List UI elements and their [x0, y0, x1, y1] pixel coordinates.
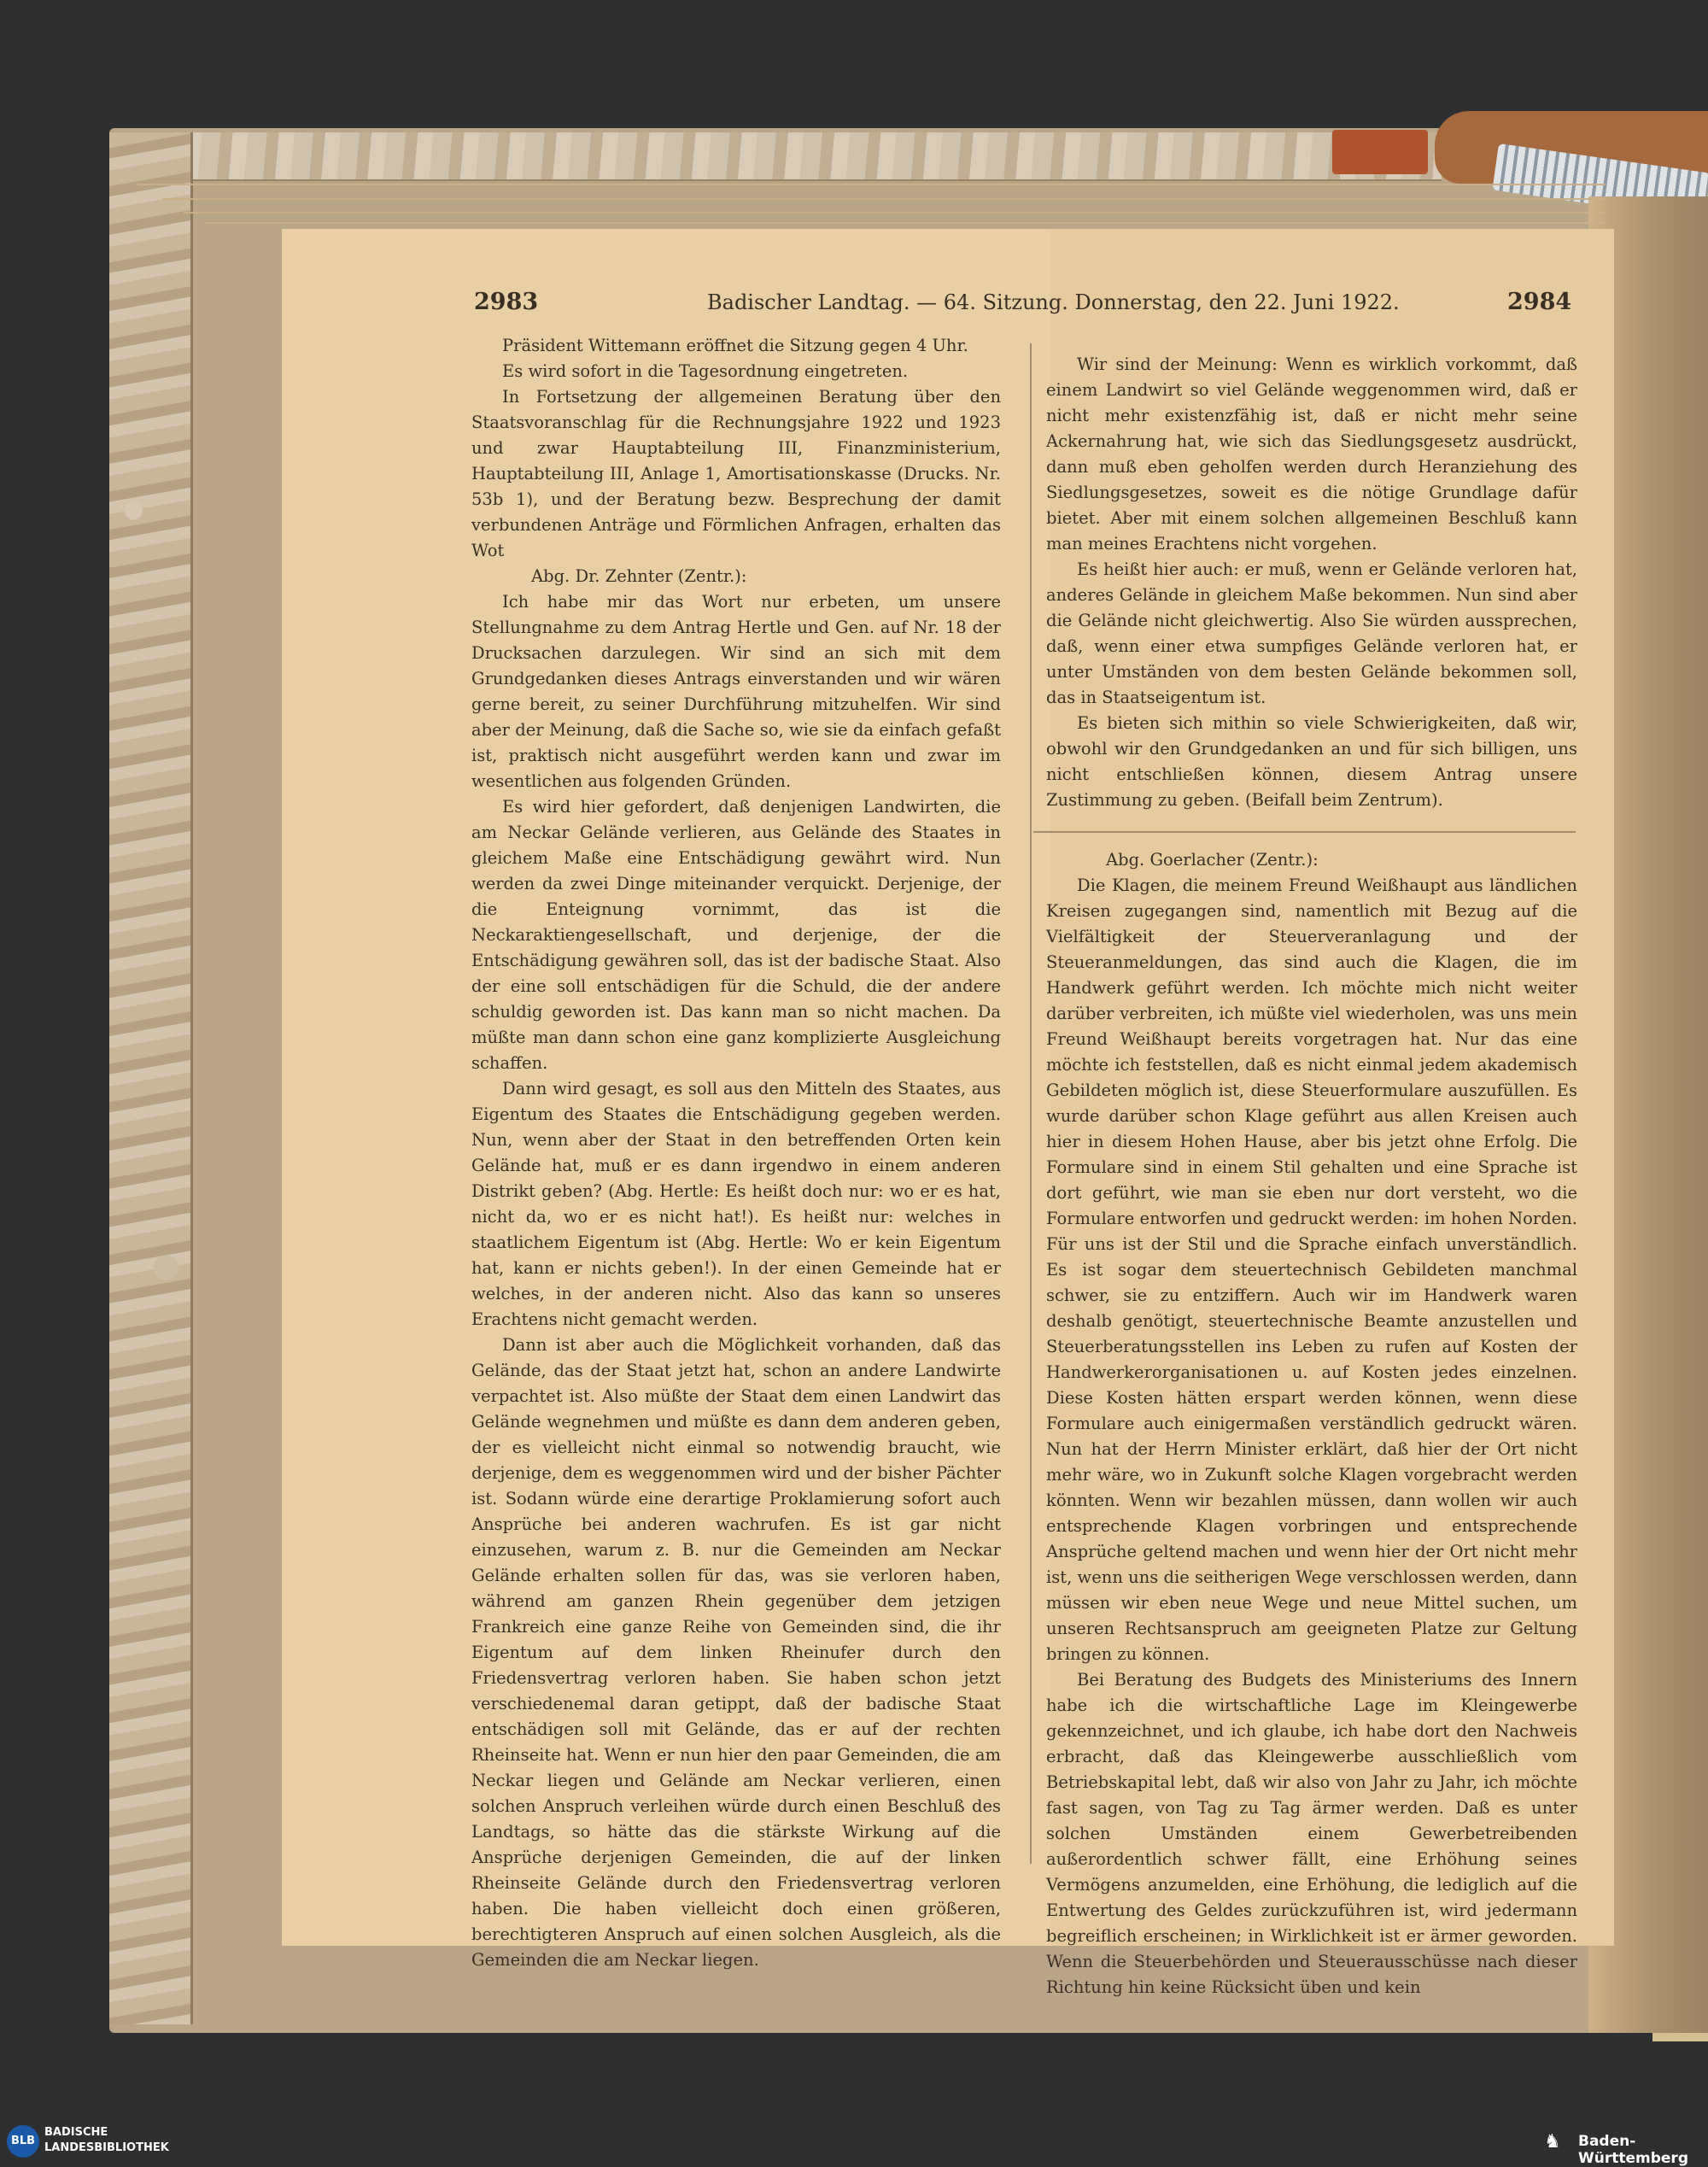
marbled-spine-edge	[109, 132, 193, 2024]
paragraph: Es bieten sich mithin so viele Schwierigkeiten, daß wir, obwohl wir den Grundgedanken an und für sich billigen, uns nicht entschließen können, diesem Antrag unsere Zustimmung zu geben. (Beifall beim Zentrum).	[1046, 713, 1577, 810]
page-stack-line	[205, 222, 1606, 224]
paragraph: Ich habe mir das Wort nur erbeten, um unsere Stellungnahme zu dem Antrag Hertle und Gen. auf Nr. 18 der Drucksachen darzulegen. Wir sind an sich mit dem Grundgedanken dieses Antrags einverstanden und wir wären gerne bereit, zu seiner Durchführung mitzuhelfen. Wir sind aber der Meinung, daß die Sache so, wie sie da einfach gefaßt ist, praktisch nicht ausgeführt werden kann und zwar im wesentlichen aus folgenden Gründen.	[471, 592, 1001, 791]
paragraph: In Fortsetzung der allgemeinen Beratung über den Staatsvoranschlag für die Rechnungsjahre 1922 und 1923 und zwar Hauptabteilung III, Finanzministerium, Hauptabteilung III, Anlage 1, Amortisationskasse (Drucks. Nr. 53b 1), und der Beratung bezw. Besprechung der damit verbundenen Anträge und Förmlichen Anfragen, erhalten das Wot	[471, 387, 1001, 560]
footer-bar	[0, 2118, 1708, 2164]
baden-wuerttemberg-label[interactable]: Baden-Württemberg	[1578, 2133, 1688, 2167]
paragraph: Wir sind der Meinung: Wenn es wirklich vorkommt, daß einem Landwirt so viel Gelände weggenommen wird, daß er nicht mehr existenzfähig ist, daß er nicht mehr seine Ackernahrung hat, wie sich das Siedlungsgesetz ausdrückt, dann muß eben geholfen werden durch Heranziehung des Siedlungsgesetzes, soweit es die nötige Grundlage dafür bietet. Aber mit einem solchen allgemeinen Beschluß kann man meines Erachtens nicht vorgehen.	[1046, 354, 1577, 553]
right-column	[1046, 352, 1577, 2000]
paragraph: Die Klagen, die meinem Freund Weißhaupt aus ländlichen Kreisen zugegangen sind, namentlich mit Bezug auf die Vielfältigkeit der Steuerveranlagung und der Steueranmeldungen, das sind auch die Klagen, die im Handwerk geführt werden. Ich möchte mich nicht weiter darüber verbreiten, ich müßte viel wiederholen, was uns mein Freund Weißhaupt bereits vorgetragen hat. Nur das eine möchte ich feststellen, daß es nicht einmal jedem akademisch Gebildeten möglich ist, diese Steuerformulare auszufüllen. Es wurde darüber schon Klage geführt aus allen Kreisen auch hier in diesem Hohen Hause, aber bis jetzt ohne Erfolg. Die Formulare sind in einem Stil gehalten und eine Sprache ist dort geführt, wie man sie eben nur dort versteht, wo die Formulare entworfen und gedruckt werden: im hohen Norden. Für uns ist der Stil und die Sprache einfach unverständlich. Es ist sogar dem steuertechnisch Gebildeten manchmal schwer, sie zu entziffern. Auch wir im Handwerk waren deshalb genötigt, steuertechnische Beamte anzustellen und Steuerberatungsstellen ins Leben zu rufen auf Kosten der Handwerkerorganisationen u. auf Kosten jedes einzelnen. Diese Kosten hätten erspart werden können, wenn diese Formulare auch einigermaßen verständlich gedruckt wären. Nun hat der Herrn Minister erklärt, daß hier der Ort nicht mehr wäre, wo in Zukunft solche Klagen vorgebracht werden könnten. Wenn wir bezahlen müssen, dann wollen wir auch entsprechende Klagen vorbringen und entsprechende Ansprüche geltend machen und wenn hier der Ort nicht mehr ist, wenn uns die seitherigen Wege verschlossen werden, dann müssen wir eben neue Wege und neue Mittel suchen, um unseren Rechtsanspruch am geeigneten Platze zur Geltung bringen zu können.	[1046, 876, 1577, 1664]
paragraph: Es wird hier gefordert, daß denjenigen Landwirten, die am Neckar Gelände verlieren, aus Gelände des Staates in gleichem Maße eine Entschädigung gewährt wird. Nun werden da zwei Dinge miteinander verquickt. Derjenige, der die Enteignung vornimmt, das ist die Neckaraktiengesellschaft, und derjenige, der die Entschädigung gewähren soll, das ist der badische Staat. Also der eine soll entschädigen für die Schuld, die der andere schuldig geworden ist. Das kann man so nicht machen. Da müßte man dann schon eine ganz komplizierte Ausgleichung schaffen.	[471, 797, 1001, 1073]
blb-logo-icon[interactable]: BLB	[7, 2125, 39, 2158]
paragraph: Dann wird gesagt, es soll aus den Mitteln des Staates, aus Eigentum des Staates die Entschädigung gegeben werden. Nun, wenn aber der Staat in den betreffenden Orten kein Gelände hat, muß er es dann irgendwo in einem anderen Distrikt geben? (Abg. Hertle: Es heißt doch nur: wo er es hat, nicht da, wo er es nicht hat!). Es heißt nur: welches in staatlichem Eigentum ist (Abg. Hertle: Wo er kein Eigentum hat, kann er nichts geben!). In der einen Gemeinde hat er welches, in der anderen nicht. Also das kann so unseres Erachtens nicht gemacht werden.	[471, 1079, 1001, 1329]
paragraph: Präsident Wittemann eröffnet die Sitzung gegen 4 Uhr.	[502, 336, 968, 355]
paragraph: Es heißt hier auch: er muß, wenn er Gelände verloren hat, anderes Gelände in gleichem Maße bekommen. Nun sind aber die Gelände nicht gleichwertig. Also Sie würden aussprechen, daß, wenn einer etwa sumpfiges Gelände verloren hat, er unter Umständen von dem besten Gelände bekommen soll, das in Staatseigentum ist.	[1046, 559, 1577, 707]
page-stack-line	[184, 212, 1606, 214]
left-column	[471, 333, 1001, 1973]
leather-corner	[1332, 130, 1428, 174]
page-stack-line	[137, 184, 1606, 185]
speaker-heading: Abg. Dr. Zehnter (Zentr.):	[531, 566, 747, 586]
paragraph: Bei Beratung des Budgets des Ministeriums des Innern habe ich die wirtschaftliche Lage im Kleingewerbe gekennzeichnet, und ich glaube, ich habe dort den Nachweis erbracht, daß das Kleingewerbe ausschließlich vom Betriebskapital lebt, daß wir also von Jahr zu Jahr, ich möchte fast sagen, von Tag zu Tag ärmer werden. Daß es unter solchen Umständen einem Gewerbetreibenden außerordentlich schwer fällt, eine Erhöhung seines Vermögens anzumelden, eine Erhöhung, die lediglich auf die Entwertung des Geldes zurückzuführen ist, wird jedermann begreiflich erscheinen; in Wirklichkeit ist er ärmer geworden. Wenn die Steuerbehörden und Steuerausschüsse nach dieser Richtung hin keine Rücksicht üben und kein	[1046, 1670, 1577, 1997]
page-number-right: 2984	[1507, 289, 1572, 315]
column-divider	[1030, 343, 1032, 1864]
blb-label[interactable]	[44, 2125, 169, 2156]
baden-wuerttemberg-crest-icon: ♞	[1544, 2131, 1561, 2152]
paragraph: Dann ist aber auch die Möglichkeit vorhanden, daß das Gelände, das der Staat jetzt hat, schon an andere Landwirte verpachtet ist. Also müßte der Staat dem einen Landwirt das Gelände wegnehmen und müßte es dann dem anderen geben, der es vielleicht nicht einmal so notwendig braucht, wie derjenige, dem es weggenommen wird und der bisher Pächter ist. Sodann würde eine derartige Proklamierung sofort auch Ansprüche bei anderen wachrufen. Es ist gar nicht einzusehen, warum z. B. nur die Gemeinden am Neckar Gelände erhalten sollen für das, was sie verloren haben, während am ganzen Rhein gegenüber dem jetzigen Frankreich eine ganze Reihe von Gemeinden sind, die ihr Eigentum auf dem linken Rheinufer durch den Friedensvertrag verloren haben. Sie haben schon jetzt verschiedenemal daran getippt, daß der badische Staat entschädigen soll mit Gelände, das er auf der rechten Rheinseite hat. Wenn er nun hier den paar Gemeinden, die am Neckar liegen und Gelände am Neckar verlieren, einen solchen Anspruch verleihen würde durch einen Beschluß des Landtags, so hätte das die stärkste Wirkung auf die Ansprüche derjenigen Gemeinden, die auf der linken Rheinseite Gelände durch den Friedensvertrag verloren haben. Die haben vielleicht doch einen größeren, berechtigteren Anspruch auf einen solchen Ausgleich, als die Gemeinden die am Neckar liegen.	[471, 1335, 1001, 1970]
page-number-left: 2983	[474, 289, 539, 315]
running-title: Badischer Landtag. — 64. Sitzung. Donnerstag, den 22. Juni 1922.	[707, 290, 1400, 314]
blb-line-2: LANDESBIBLIOTHEK	[44, 2141, 169, 2154]
page-stack-line	[162, 198, 1606, 200]
speaker-heading: Abg. Goerlacher (Zentr.):	[1106, 850, 1319, 870]
blb-line-1: BADISCHE	[44, 2126, 108, 2139]
paragraph: Es wird sofort in die Tagesordnung eingetreten.	[502, 361, 909, 381]
marbled-top-edge	[109, 132, 1442, 181]
